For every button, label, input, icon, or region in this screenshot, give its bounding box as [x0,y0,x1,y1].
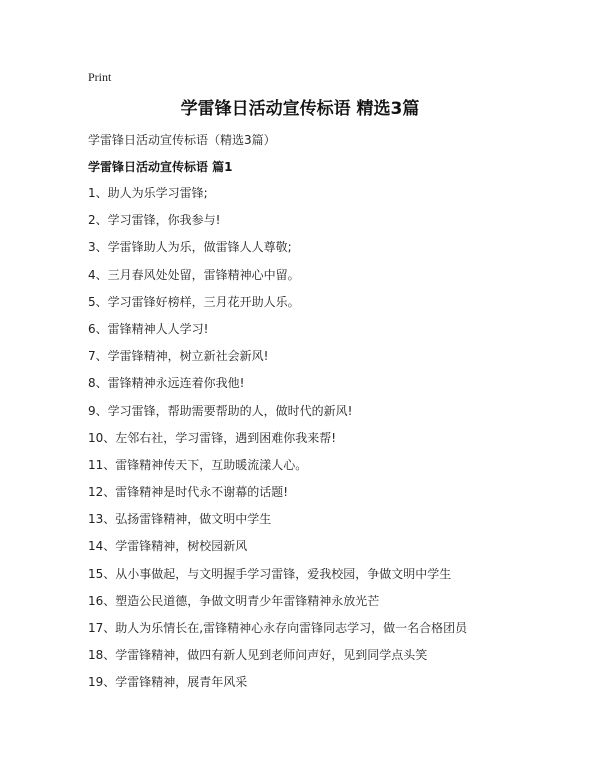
slogan-item: 14、学雷锋精神，树校园新风 [88,539,248,554]
slogan-item: 6、雷锋精神人人学习! [88,321,209,336]
slogan-item: 8、雷锋精神永远连着你我他! [88,376,245,391]
slogan-item: 19、学雷锋精神，展青年风采 [88,675,248,690]
section-heading: 学雷锋日活动宣传标语 篇1 [88,160,233,174]
slogan-item: 13、弘扬雷锋精神，做文明中学生 [88,512,272,527]
slogan-item: 10、左邻右社，学习雷锋，遇到困难你我来帮! [88,430,337,445]
slogan-item: 11、雷锋精神传天下，互助暖流漾人心。 [88,457,308,472]
slogan-item: 3、学雷锋助人为乐，做雷锋人人尊敬; [88,240,292,255]
slogan-item: 5、学习雷锋好榜样，三月花开助人乐。 [88,294,300,309]
slogan-item: 2、学习雷锋，你我参与! [88,213,221,228]
slogan-item: 18、学雷锋精神，做四有新人见到老师问声好，见到同学点头笑 [88,648,428,663]
slogan-item: 16、塑造公民道德，争做文明青少年雷锋精神永放光芒 [88,593,380,608]
slogan-item: 7、学雷锋精神，树立新社会新风! [88,349,269,364]
print-link[interactable]: Print [88,70,112,84]
slogan-list [88,184,467,701]
slogan-item: 9、学习雷锋，帮助需要帮助的人，做时代的新风! [88,403,353,418]
slogan-item: 1、助人为乐学习雷锋; [88,186,208,200]
document-subtitle: 学雷锋日活动宣传标语（精选3篇） [88,133,276,147]
slogan-item: 12、雷锋精神是时代永不谢幕的话题! [88,485,289,500]
slogan-item: 4、三月春风处处留，雷锋精神心中留。 [88,267,300,282]
slogan-item: 17、助人为乐情长在,雷锋精神心永存向雷锋同志学习，做一名合格团员 [88,621,468,635]
document-title: 学雷锋日活动宣传标语 精选3篇 [180,99,420,119]
slogan-item: 15、从小事做起，与文明握手学习雷锋，爱我校园，争做文明中学生 [88,566,452,581]
